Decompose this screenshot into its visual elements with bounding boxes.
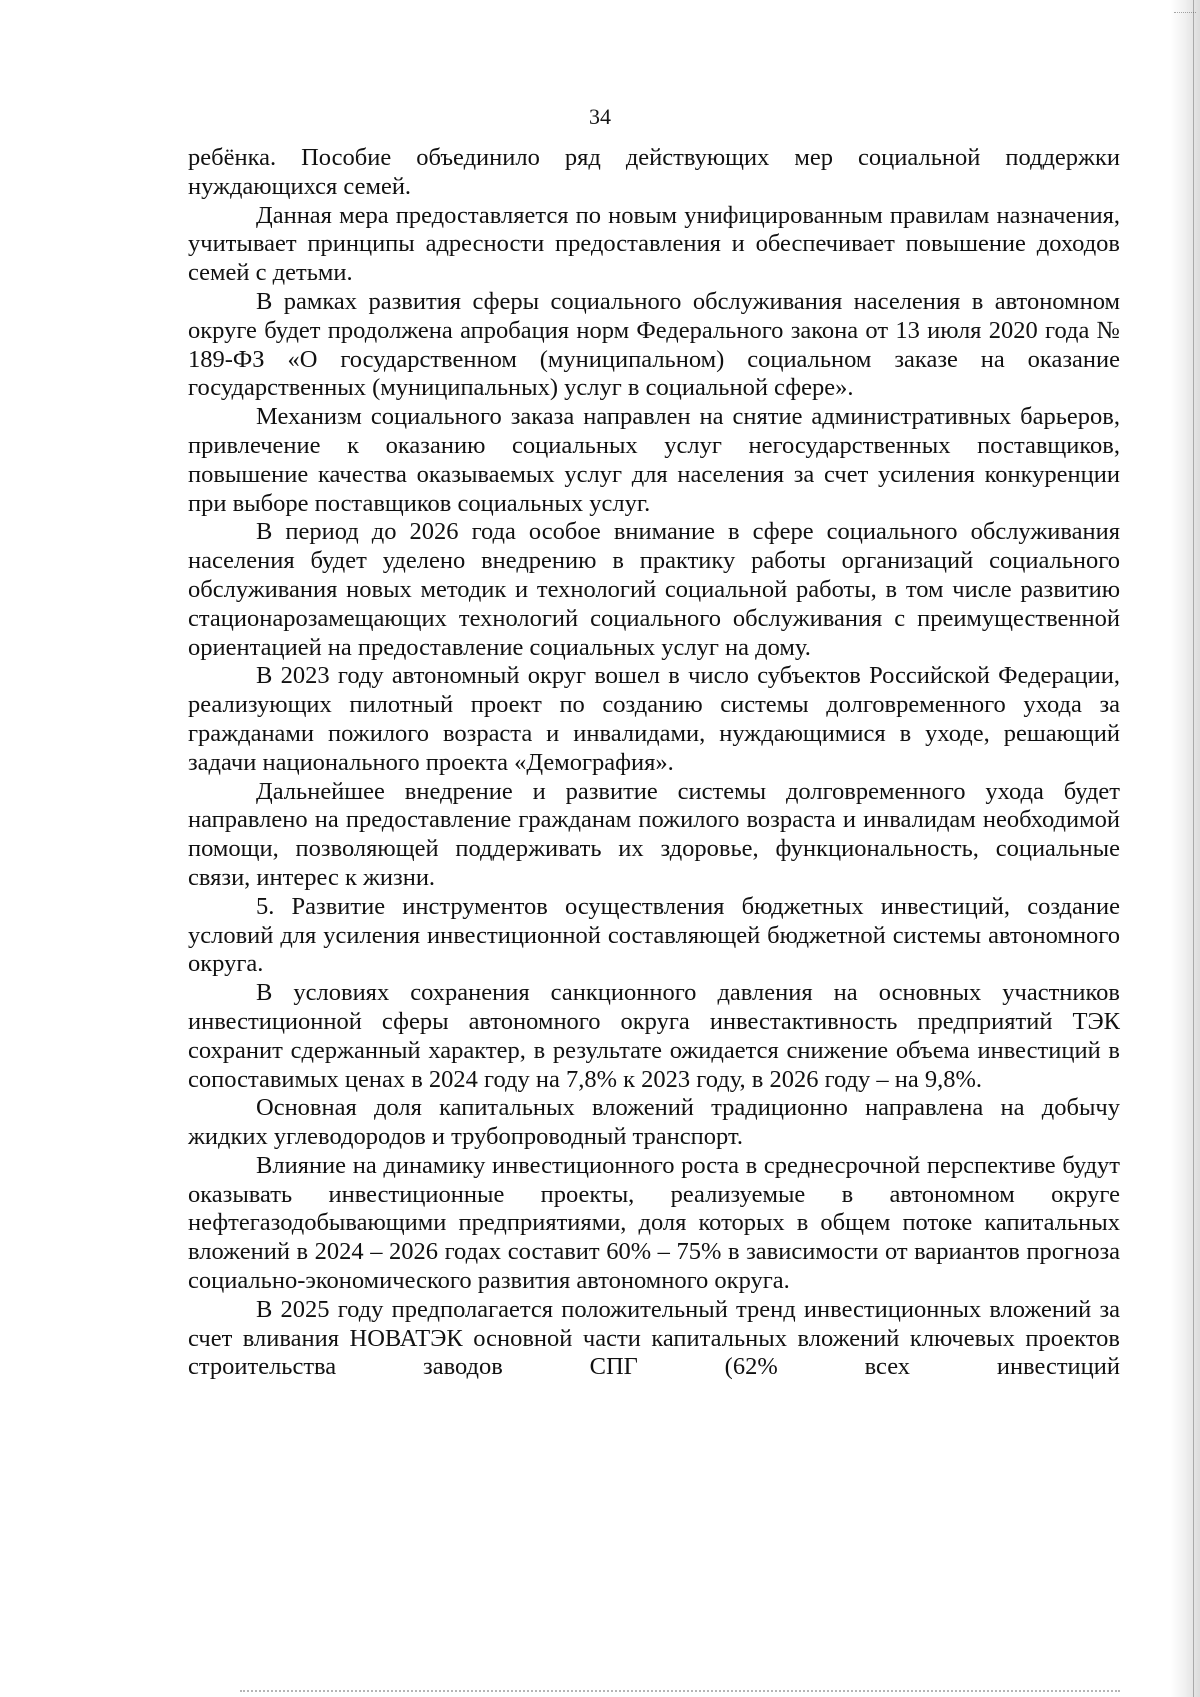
paragraph: В рамках развития сферы социального обслуживания населения в автономном округе будет продолжена апробация норм Федерального закона от 13 июля 2020 года № 189-ФЗ «О государственном (муниципальном) социальном заказе на оказание государственных (муниципальных) услуг в социальной сфере». bbox=[188, 287, 1120, 402]
paragraph: В период до 2026 года особое внимание в сфере социального обслуживания населения будет уделено внедрению в практику работы организаций социального обслуживания новых методик и технологий социальной работы, в том числе развитию стационарозамещающих технологий социального обслуживания с преимущественной ориентацией на предоставление социальных услуг на дому. bbox=[188, 518, 1120, 661]
document-body bbox=[188, 144, 1120, 1382]
scan-bottom-artifact bbox=[240, 1690, 1120, 1692]
scan-edge-shadow bbox=[1170, 0, 1200, 1697]
scan-edge-line bbox=[1193, 0, 1194, 1697]
paragraph: Дальнейшее внедрение и развитие системы долговременного ухода будет направлено на предоставление гражданам пожилого возраста и инвалидам необходимой помощи, позволяющей поддерживать их здоровье, функциональность, социальные связи, интерес к жизни. bbox=[188, 777, 1120, 891]
paragraph: ребёнка. Пособие объединило ряд действующих мер социальной поддержки нуждающихся семей. bbox=[188, 144, 1120, 200]
paragraph: В условиях сохранения санкционного давления на основных участников инвестиционной сферы автономного округа инвестактивность предприятий ТЭК сохранит сдержанный характер, в результате ожидается снижение объема инвестиций в сопоставимых ценах в 2024 году на 7,8% к 2023 году, в 2026 году – на 9,8%. bbox=[188, 979, 1120, 1093]
scan-corner-mark bbox=[1174, 0, 1196, 13]
paragraph: В 2023 году автономный округ вошел в число субъектов Российской Федерации, реализующих пилотный проект по созданию системы долговременного ухода за гражданами пожилого возраста и инвалидами, нуждающимися в уходе, решающий задачи национального проекта «Демография». bbox=[188, 662, 1120, 776]
paragraph: Основная доля капитальных вложений традиционно направлена на добычу жидких углеводородов и трубопроводный транспорт. bbox=[188, 1094, 1120, 1151]
paragraph: Механизм социального заказа направлен на снятие административных барьеров, привлечение к оказанию социальных услуг негосударственных поставщиков, повышение качества оказываемых услуг для населения за счет усиления конкуренции при выборе поставщиков социальных услуг. bbox=[188, 403, 1120, 517]
paragraph: 5. Развитие инструментов осуществления бюджетных инвестиций, создание условий для усиления инвестиционной составляющей бюджетной системы автономного округа. bbox=[188, 892, 1120, 978]
paragraph: Влияние на динамику инвестиционного роста в среднесрочной перспективе будут оказывать инвестиционные проекты, реализуемые в автономном округе нефтегазодобывающими предприятиями, доля которых в общем потоке капитальных вложений в 2024 – 2026 годах составит 60% – 75% в зависимости от вариантов прогноза социально-экономического развития автономного округа. bbox=[188, 1151, 1120, 1295]
paragraph: В 2025 году предполагается положительный тренд инвестиционных вложений за счет вливания НОВАТЭК основной части капитальных вложений ключевых проектов строительства заводов СПГ (62% всех инвестиций bbox=[188, 1295, 1120, 1381]
page-number: 34 bbox=[589, 104, 611, 129]
paragraph: Данная мера предоставляется по новым унифицированным правилам назначения, учитывает принципы адресности предоставления и обеспечивает повышение доходов семей с детьми. bbox=[188, 201, 1120, 287]
